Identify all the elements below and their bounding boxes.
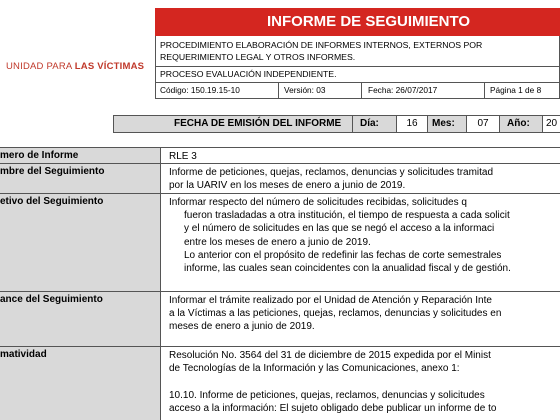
row-value-line: fueron trasladadas a otra institución, el tiempo de respuesta a cada solicit (184, 210, 510, 222)
procedimiento-cell (155, 36, 560, 67)
row-value-line: y el número de solicitudes en las que se negó el acceso a la informaci (184, 223, 495, 235)
dia-value: 16 (397, 116, 427, 132)
fecha-divider (427, 116, 428, 132)
anio-value: 20 (543, 116, 560, 132)
table-row (0, 193, 560, 291)
meta-divider (484, 83, 485, 99)
dia-label: Día: (360, 118, 379, 129)
logo-cell (0, 8, 155, 104)
mes-value: 07 (467, 116, 499, 132)
codigo-text: Código: 150.19.15-10 (160, 85, 240, 95)
mes-label: Mes: (432, 118, 455, 129)
row-value-line: Informe de peticiones, quejas, reclamos, denuncias y solicitudes tramitad (169, 167, 494, 178)
row-label: ance del Seguimiento (0, 292, 160, 346)
fecha-divider (352, 116, 353, 132)
row-value-line: RLE 3 (169, 151, 197, 162)
row-value (160, 292, 560, 346)
table-row (0, 291, 560, 346)
row-label: mbre del Seguimiento (0, 164, 160, 193)
row-value-line: por la UARIV en los meses de enero a junio de 2019. (169, 180, 406, 192)
row-value-line: Informar el trámite realizado por el Unidad de Atención y Reparación Inte (169, 295, 492, 306)
row-value-line (169, 375, 560, 388)
table-row (0, 163, 560, 193)
row-value-line: informe, las cuales sean coincidentes con la anualidad fiscal y de gestión. (184, 263, 511, 275)
row-value-line: a la Víctimas a las peticiones, quejas, reclamos, denuncias y solicitudes en (169, 308, 502, 320)
row-label: etivo del Seguimiento (0, 194, 160, 291)
table-row (0, 147, 560, 163)
row-value-line: acceso a la información: El sujeto obligado debe publicar un informe de to (169, 402, 497, 414)
pagina-text: Página 1 de 8 (490, 85, 542, 95)
meta-divider (278, 83, 279, 99)
fecha-divider (499, 116, 500, 132)
row-value-line: 10.10. Informe de peticiones, quejas, reclamos, denuncias y solicitudes (169, 389, 485, 401)
meta-divider (361, 83, 362, 99)
row-value (160, 194, 560, 291)
proceso-text: PROCESO EVALUACIÓN INDEPENDIENTE. (160, 69, 337, 79)
procedimiento-line-1: PROCEDIMIENTO ELABORACIÓN DE INFORMES INTERNOS, EXTERNOS POR (160, 40, 483, 50)
fecha-emision-label: FECHA DE EMISIÓN DEL INFORME (174, 118, 342, 129)
row-value-line: entre los meses de enero a junio de 2019. (184, 236, 371, 248)
row-label: matividad (0, 347, 160, 420)
metadata-row (155, 83, 560, 99)
row-value-line: Lo anterior con el propósito de redefinir las fechas de corte semestrales (184, 249, 502, 261)
row-value (160, 148, 560, 163)
row-value-line: Resolución No. 3564 del 31 de diciembre de 2015 expedida por el Minist (169, 350, 491, 361)
anio-label: Año: (507, 118, 530, 129)
document-title: INFORME DE SEGUIMIENTO (155, 8, 560, 36)
row-label: mero de Informe (0, 148, 160, 163)
row-value-line: Informar respecto del número de solicitudes recibidas, solicitudes q (169, 197, 467, 208)
fecha-emision-row (113, 115, 560, 133)
informe-table (0, 147, 560, 420)
row-value-line: meses de enero a junio de 2019. (169, 321, 315, 333)
table-row (0, 346, 560, 420)
row-value (160, 347, 560, 420)
row-value-line: de Tecnologías de la Información y las Comunicaciones, anexo 1: (169, 363, 460, 375)
version-text: Versión: 03 (284, 85, 326, 95)
row-value (160, 164, 560, 193)
proceso-cell (155, 67, 560, 83)
unidad-victimas-logo: UNIDAD PARA LAS VÍCTIMAS (6, 61, 145, 72)
procedimiento-line-2: REQUERIMIENTO LEGAL Y OTROS INFORMES. (160, 52, 356, 62)
fecha-text: Fecha: 26/07/2017 (368, 85, 438, 95)
